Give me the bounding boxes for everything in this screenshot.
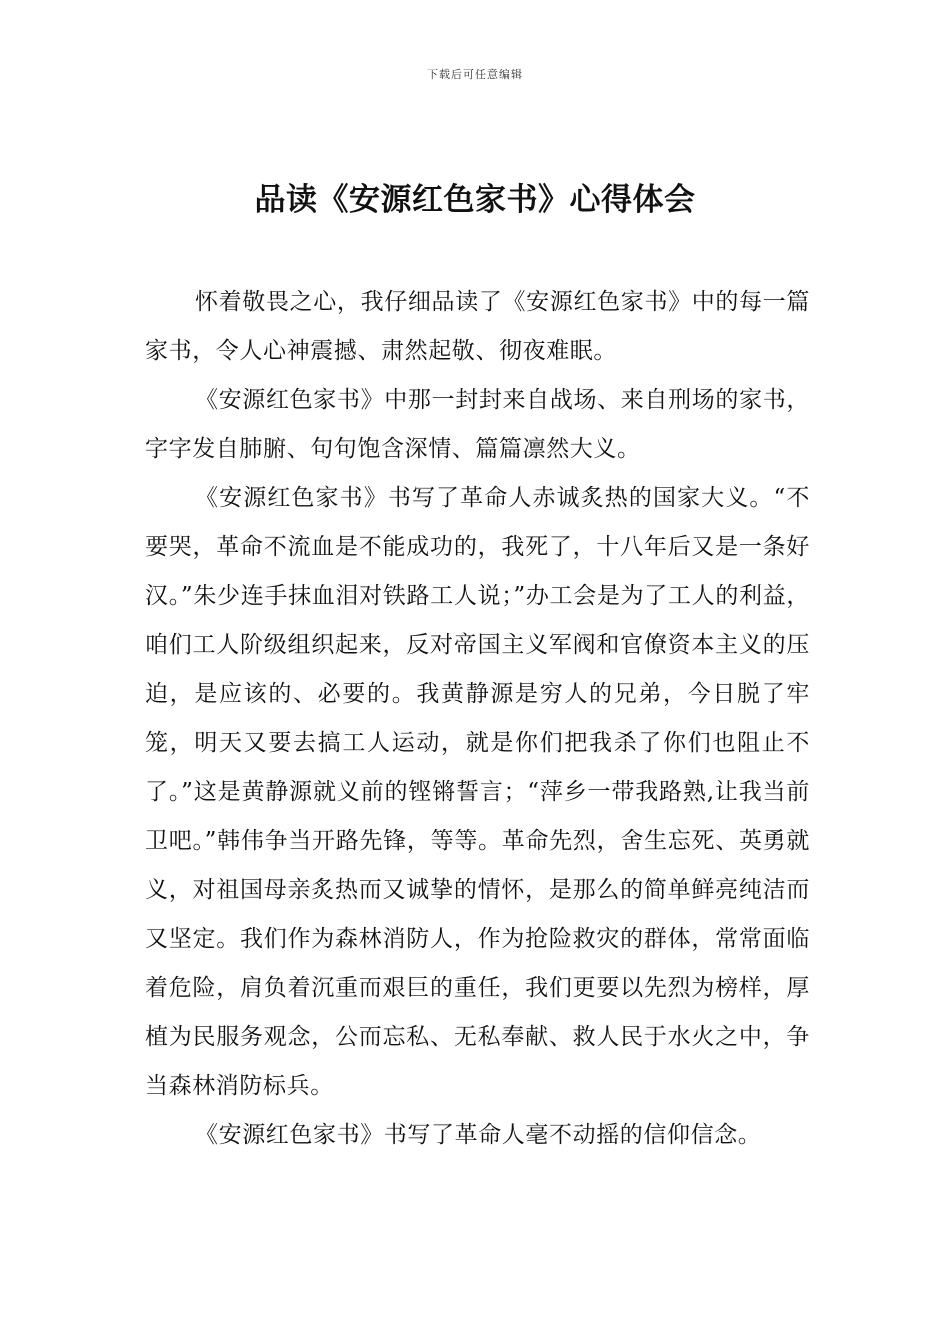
header-note: 下载后可任意编辑 [427,68,523,81]
document-title: 品读《安源红色家书》心得体会 [254,182,696,218]
document-body [145,278,810,1160]
paragraph: 《安源红色家书》书写了革命人赤诚炙热的国家大义。“不要哭，革命不流血是不能成功的，我死了，十八年后又是一条好汉。”朱少连手抹血泪对铁路工人说；”办工会是为了工人的利益，咱们工人阶级组织起来，反对帝国主义军阀和官僚资本主义的压迫，是应该的、必要的。我黄静源是穷人的兄弟，今日脱了牢笼，明天又要去搞工人运动，就是你们把我杀了你们也阻止不了。”这是黄静源就义前的铿锵誓言；“萍乡一带我路熟,让我当前卫吧。”韩伟争当开路先锋，等等。革命先烈，舍生忘死、英勇就义，对祖国母亲炙热而又诚挚的情怀，是那么的简单鲜亮纯洁而又坚定。我们作为森林消防人，作为抢险救灾的群体，常常面临着危险，肩负着沉重而艰巨的重任，我们更要以先烈为榜样，厚植为民服务观念，公而忘私、无私奉献、救人民于水火之中，争当森林消防标兵。 [145,485,810,1099]
paragraph: 怀着敬畏之心，我仔细品读了《安源红色家书》中的每一篇家书，令人心神震撼、肃然起敬、彻夜难眠。 [145,289,810,364]
paragraph: 《安源红色家书》中那一封封来自战场、来自刑场的家书，字字发自肺腑、句句饱含深情、篇篇凛然大义。 [145,387,810,462]
paragraph: 《安源红色家书》书写了革命人毫不动摇的信仰信念。 [195,1122,762,1148]
